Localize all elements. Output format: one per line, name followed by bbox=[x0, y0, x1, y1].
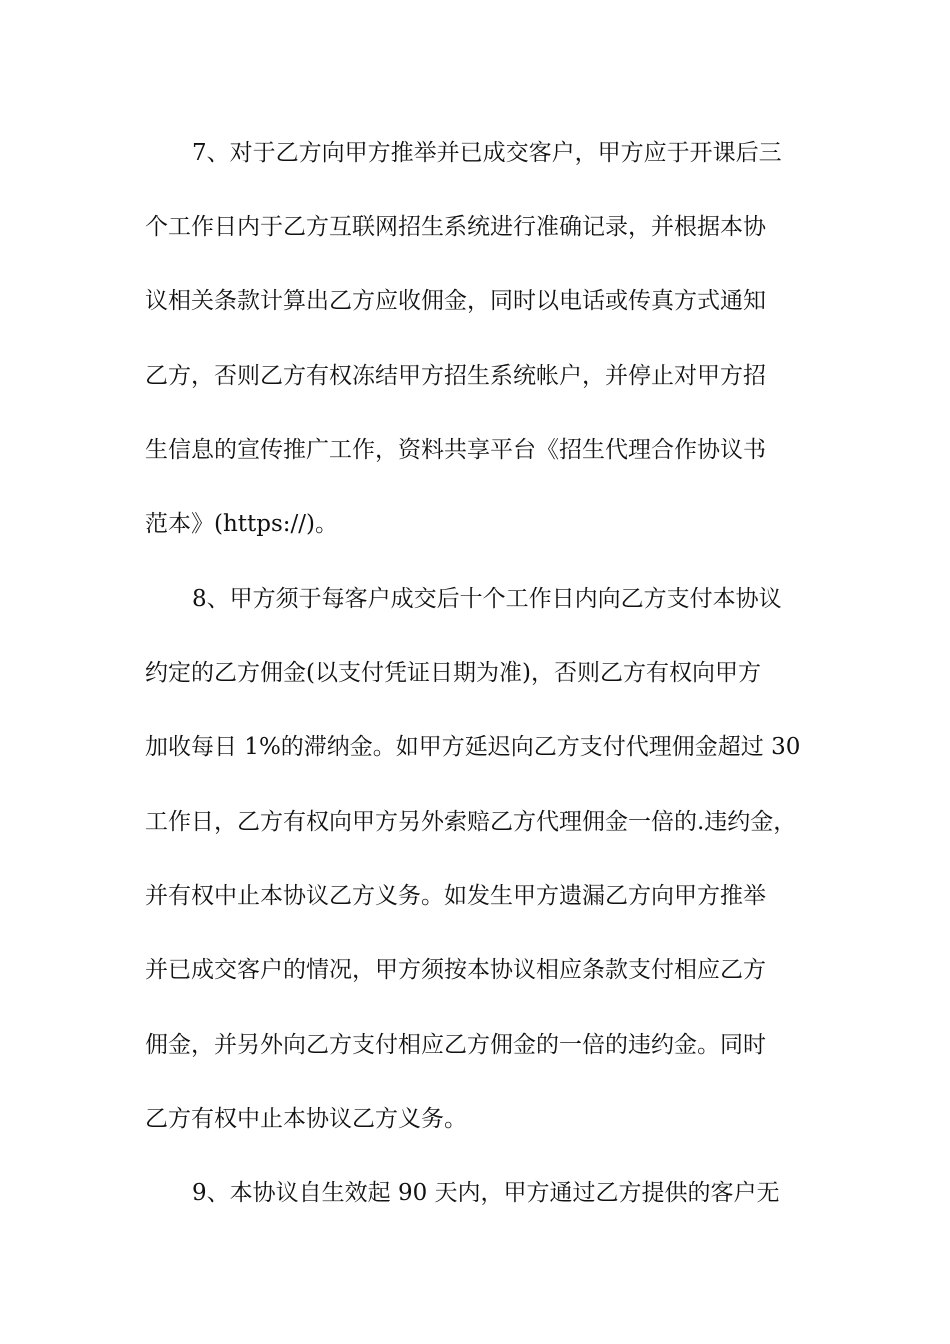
clause-8-line-8: 乙方有权中止本协议乙方义务。 bbox=[145, 1106, 467, 1132]
clause-7-line-3: 议相关条款计算出乙方应收佣金，同时以电话或传真方式通知 bbox=[145, 288, 766, 314]
clause-8-line-6: 并已成交客户的情况，甲方须按本协议相应条款支付相应乙方 bbox=[145, 957, 766, 983]
clause-8-line-5: 并有权中止本协议乙方义务。如发生甲方遗漏乙方向甲方推举 bbox=[145, 883, 766, 909]
clause-7-line-2: 个工作日内于乙方互联网招生系统进行准确记录，并根据本协 bbox=[145, 214, 766, 240]
clause-8-line-2: 约定的乙方佣金(以支付凭证日期为准)，否则乙方有权向甲方 bbox=[145, 660, 761, 686]
clause-7-line-6: 范本》(https://)。 bbox=[145, 511, 339, 537]
clause-7-line-1: 7、对于乙方向甲方推举并已成交客户，甲方应于开课后三 bbox=[192, 140, 782, 166]
clause-8-line-7: 佣金，并另外向乙方支付相应乙方佣金的一倍的违约金。同时 bbox=[145, 1032, 766, 1058]
clause-8-line-1: 8、甲方须于每客户成交后十个工作日内向乙方支付本协议 bbox=[192, 586, 782, 612]
clause-8-line-3: 加收每日 1%的滞纳金。如甲方延迟向乙方支付代理佣金超过 30 bbox=[145, 734, 801, 760]
clause-9-line-1: 9、本协议自生效起 90 天内，甲方通过乙方提供的客户无 bbox=[192, 1180, 780, 1206]
clause-7-line-5: 生信息的宣传推广工作，资料共享平台《招生代理合作协议书 bbox=[145, 437, 766, 463]
clause-7-line-4: 乙方，否则乙方有权冻结甲方招生系统帐户，并停止对甲方招 bbox=[145, 363, 766, 389]
clause-8-line-4: 工作日，乙方有权向甲方另外索赔乙方代理佣金一倍的.违约金， bbox=[145, 809, 797, 835]
